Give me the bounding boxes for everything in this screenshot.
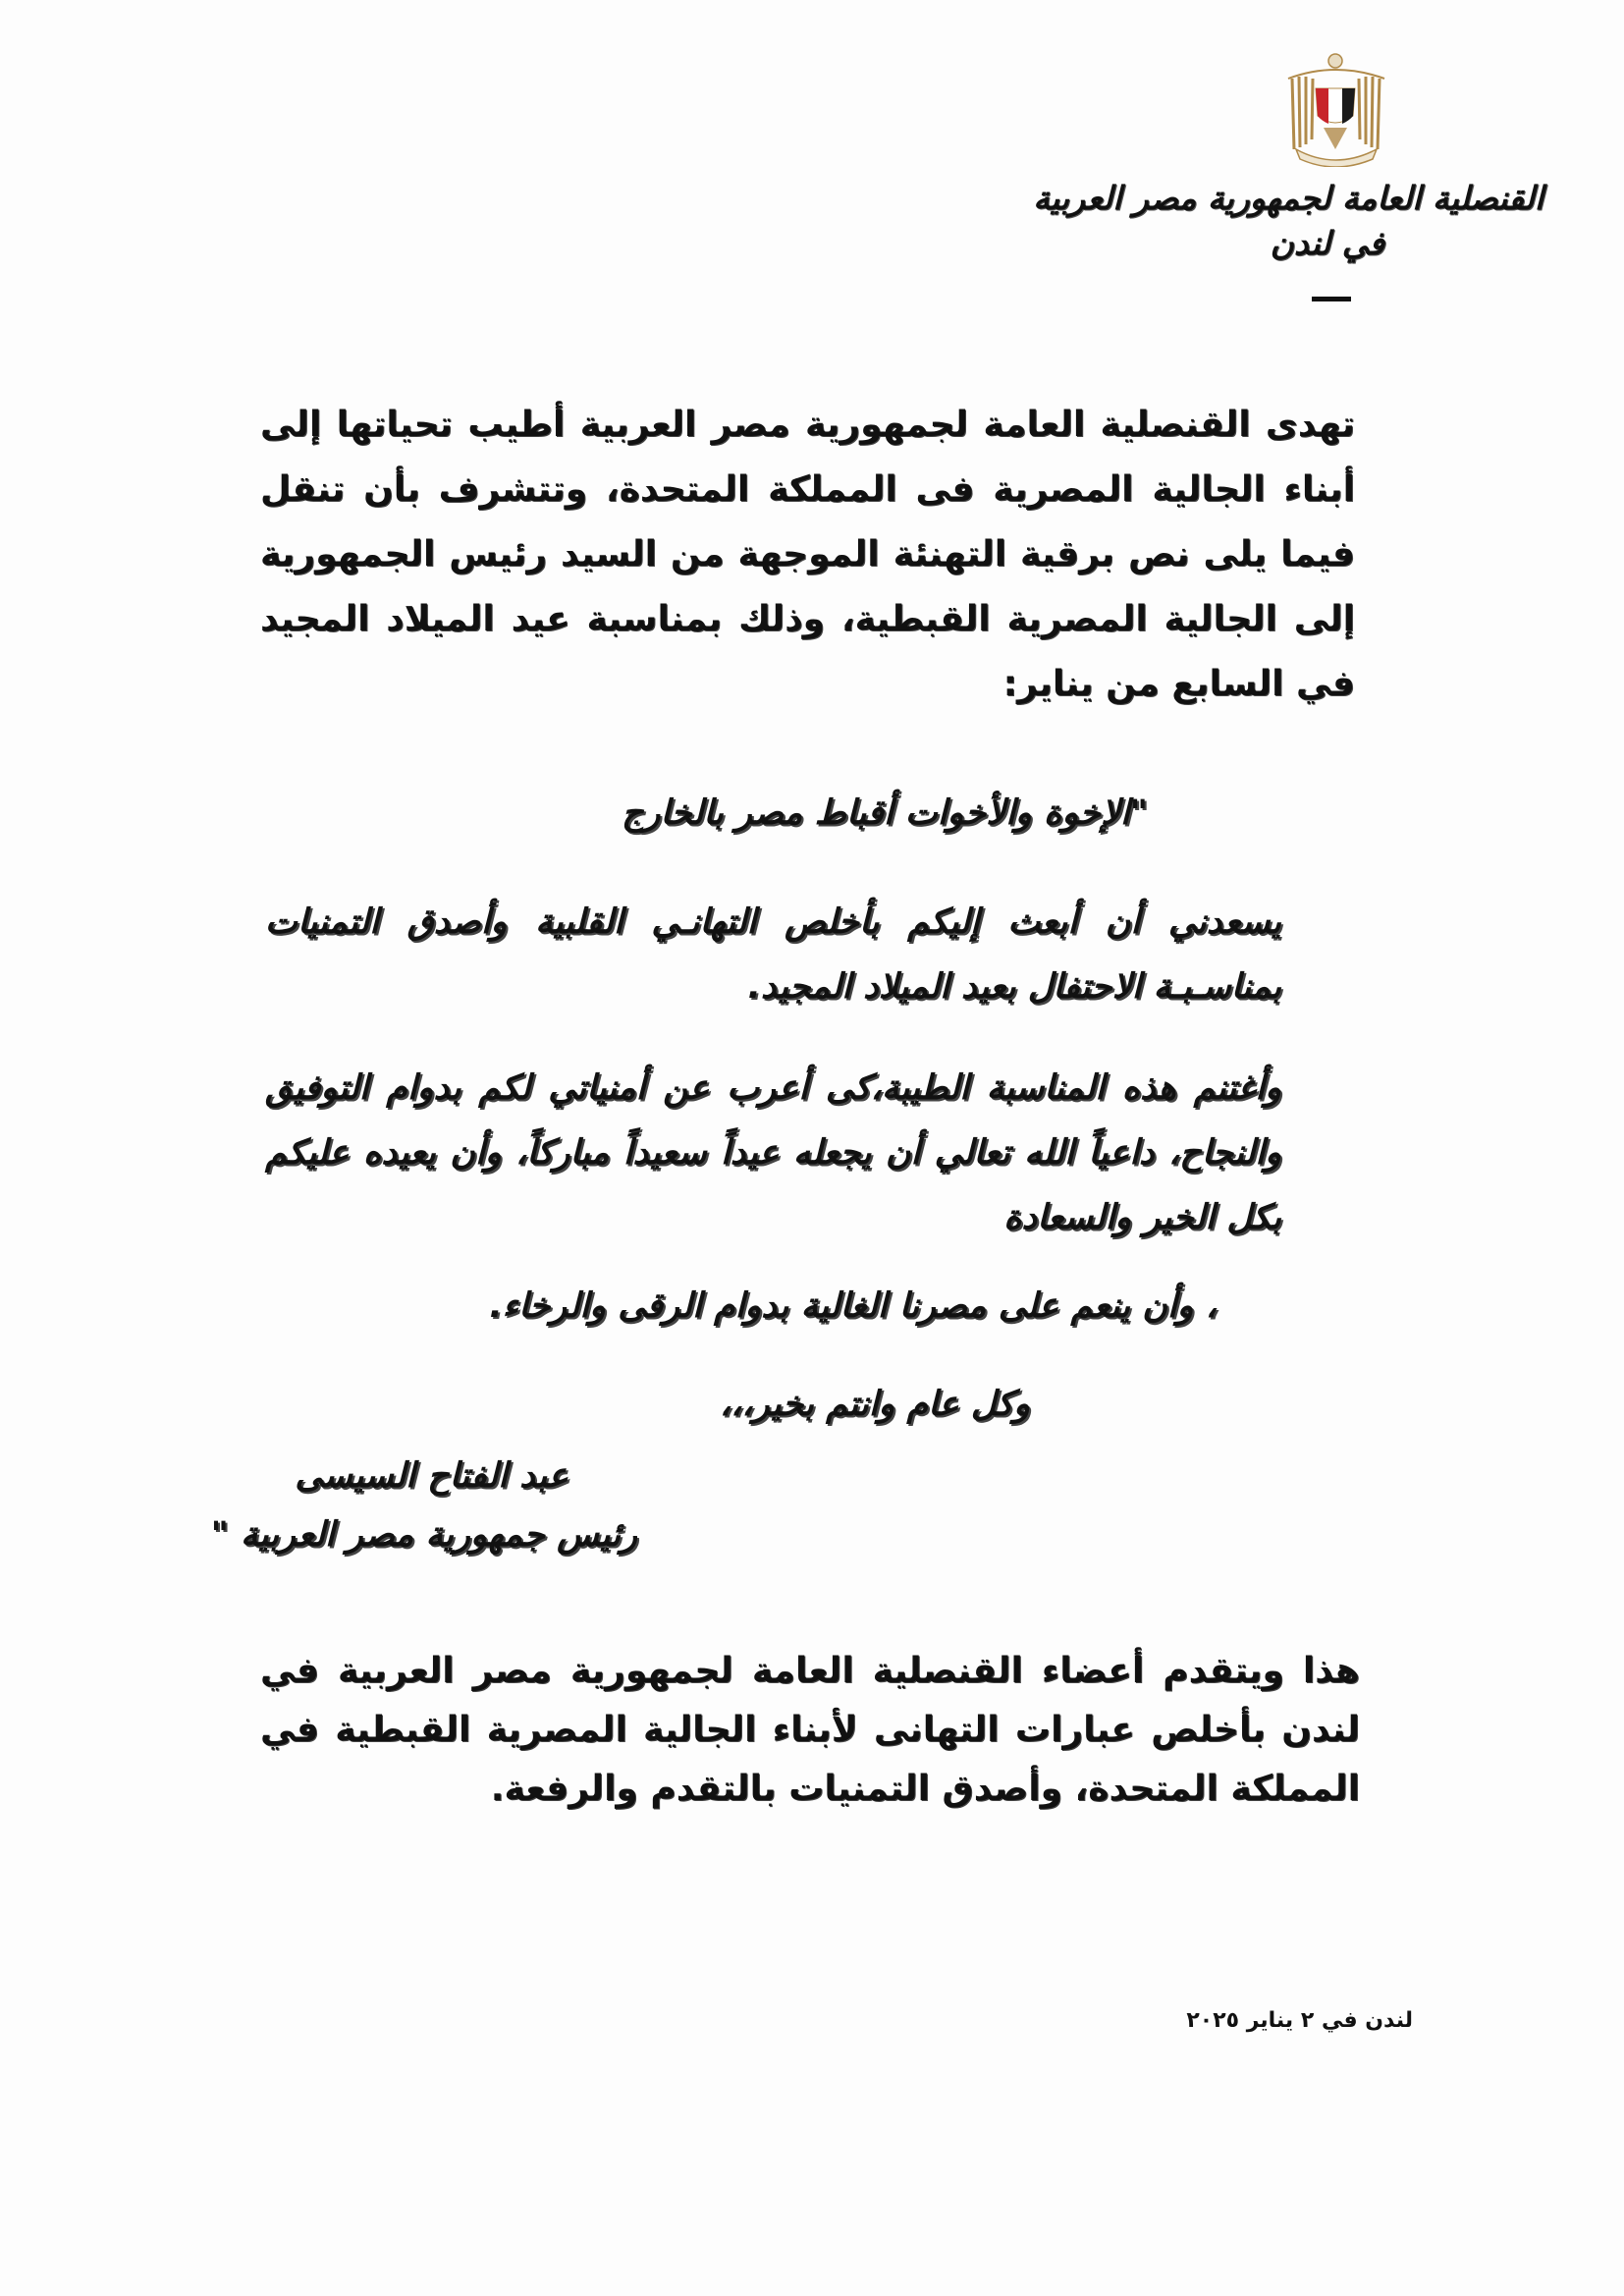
telegram-greeting: "الإخوة والأخوات أقباط مصر بالخارج	[622, 793, 1148, 833]
telegram-closing: وكل عام وانتم بخير،،،	[719, 1385, 1030, 1424]
closing-paragraph: هذا ويتقدم أعضاء القنصلية العامة لجمهورية مصر العربية في لندن بأخلص عبارات التهانى لأبناء الجالية المصرية القبطية في المملكة المتحدة، وأصدق التمنيات بالتقدم والرفعة.	[260, 1651, 1360, 1809]
telegram-paragraph-3: ، وأن ينعم على مصرنا الغالية بدوام الرقى والرخاء.	[489, 1286, 1217, 1326]
signature-title: رئيس جمهورية مصر العربية "	[210, 1515, 637, 1555]
document-date: لندن في ٢ يناير ٢٠٢٥	[1186, 2008, 1413, 2033]
issuer-location: في لندن	[1270, 224, 1384, 262]
issuer-name: القنصلية العامة لجمهورية مصر العربية	[1033, 179, 1543, 217]
signature-name: عبد الفتاح السيسى	[295, 1456, 568, 1496]
intro-paragraph: تهدى القنصلية العامة لجمهورية مصر العربية أطيب تحياتها إلى أبناء الجالية المصرية فى المملكة المتحدة، وتتشرف بأن تنقل فيما يلى نص برقية التهنئة الموجهة من السيد رئيس الجمهورية إلى الجالية المصرية القبطية، وذلك بمناسبة عيد الميلاد المجيد في السابع من يناير:	[260, 405, 1355, 704]
telegram-paragraph-2: وأغتنم هذه المناسبة الطيبة،كى أعرب عن أمنياتي لكم بدوام التوفيق والنجاح، داعياً الله تعالي أن يجعله عيداً سعيداً مباركاً، وأن يعيده عليكم بكل الخير والسعادة	[265, 1068, 1281, 1237]
telegram-paragraph-1: يسعدني أن أبعث إليكم بأخلص التهانـي القلبية وأصدق التمنيات بمناسـبـة الاحتفال بعيد الميلاد المجيد.	[265, 902, 1281, 1007]
header-divider	[1312, 297, 1351, 301]
egypt-coat-of-arms-icon	[1274, 51, 1402, 167]
